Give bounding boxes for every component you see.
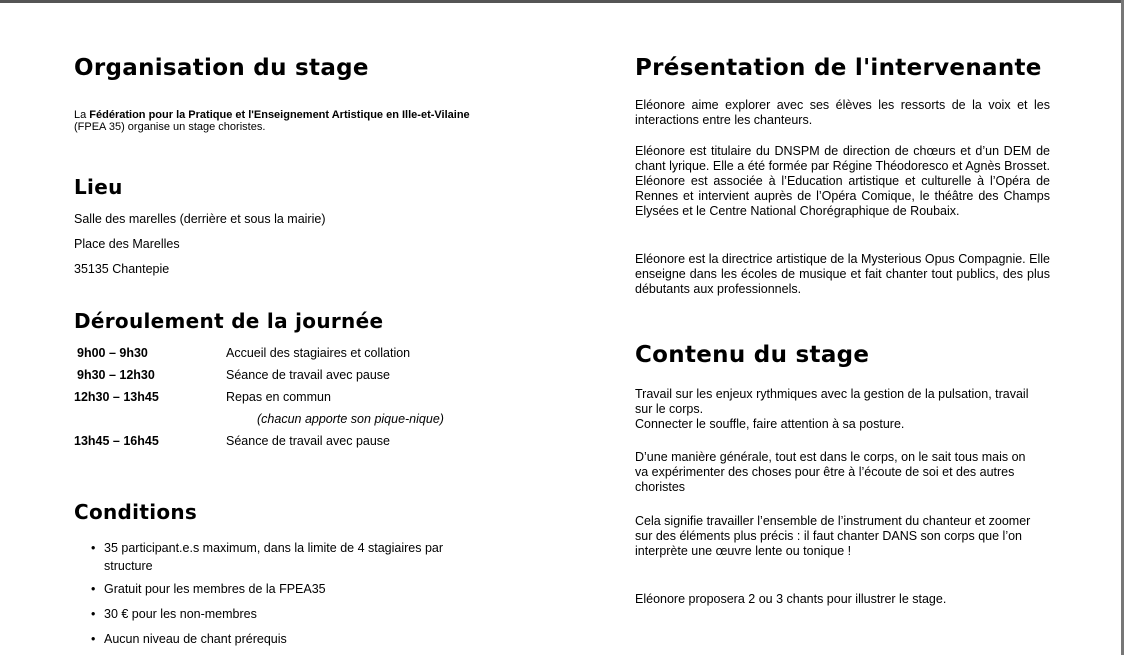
schedule-time: 12h30 – 13h45 (74, 390, 159, 404)
presentation-paragraph: Eléonore est la directrice artistique de la Mysterious Opus Compagnie. Elle enseigne dans les écoles de musique et fait chanter tout publics, des plus débutants aux professionnels. (635, 252, 1050, 296)
lieu-line: Salle des marelles (derrière et sous la mairie) (74, 212, 326, 226)
schedule-note: (chacun apporte son pique-nique) (257, 412, 444, 426)
organisation-title: Organisation du stage (74, 55, 369, 81)
schedule-time: 9h30 – 12h30 (77, 368, 155, 382)
presentation-paragraph: Eléonore est titulaire du DNSPM de direction de chœurs et d’un DEM de chant lyrique. Elle a été formée par Régine Théodoresco et Agnès Brosset. Eléonore est associée à l’Education artistique et culturelle à l’Opéra de Rennes et intervient auprès de l’Opéra Comique, le théâtre des Champs Elysées et le Centre National Chorégraphique de Roubaix. (635, 144, 1050, 218)
conditions-item: • Aucun niveau de chant prérequis (104, 632, 287, 646)
contenu-line: Travail sur les enjeux rythmiques avec la gestion de la pulsation, travail sur le corps. (635, 387, 1029, 416)
intro-prefix: La (74, 109, 90, 121)
conditions-item: • Gratuit pour les membres de la FPEA35 (104, 582, 326, 596)
federation-name: Fédération pour la Pratique et l'Enseignement Artistique en Ille-et-Vilaine (89, 109, 470, 121)
schedule-activity: Repas en commun (226, 390, 331, 404)
lieu-title: Lieu (74, 175, 123, 199)
contenu-paragraph: Eléonore proposera 2 ou 3 chants pour illustrer le stage. (635, 592, 947, 606)
contenu-paragraph: D’une manière générale, tout est dans le corps, on le sait tous mais on va expérimenter des choses pour être à l’écoute de soi et des autres choristes (635, 450, 1026, 494)
contenu-paragraph (635, 387, 1035, 432)
schedule-time: 13h45 – 16h45 (74, 434, 159, 448)
conditions-title: Conditions (74, 500, 198, 524)
schedule-activity: Accueil des stagiaires et collation (226, 346, 411, 360)
intro-suffix: (FPEA 35) organise un stage choristes. (74, 121, 266, 133)
schedule-activity: Séance de travail avec pause (226, 368, 390, 382)
contenu-line: Connecter le souffle, faire attention à sa posture. (635, 417, 905, 431)
window-top-border (0, 0, 1124, 3)
contenu-paragraph: Cela signifie travailler l’ensemble de l’instrument du chanteur et zoomer sur des éléments plus précis : il faut chanter DANS son corps que l’on interprète une œuvre lente ou tonique ! (635, 514, 1031, 558)
schedule-activity: Séance de travail avec pause (226, 434, 390, 448)
lieu-line: Place des Marelles (74, 237, 180, 251)
deroulement-title: Déroulement de la journée (74, 309, 384, 333)
organisation-intro (74, 109, 494, 133)
conditions-item: • 30 € pour les non-membres (104, 607, 257, 621)
conditions-item: • 35 participant.e.s maximum, dans la limite de 4 stagiaires par structure (104, 539, 484, 575)
presentation-title: Présentation de l'intervenante (635, 55, 1042, 81)
lieu-line: 35135 Chantepie (74, 262, 170, 276)
schedule-time: 9h00 – 9h30 (77, 346, 148, 360)
presentation-paragraph: Eléonore aime explorer avec ses élèves les ressorts de la voix et les interactions entre les chanteurs. (635, 98, 1050, 127)
contenu-title: Contenu du stage (635, 342, 870, 368)
